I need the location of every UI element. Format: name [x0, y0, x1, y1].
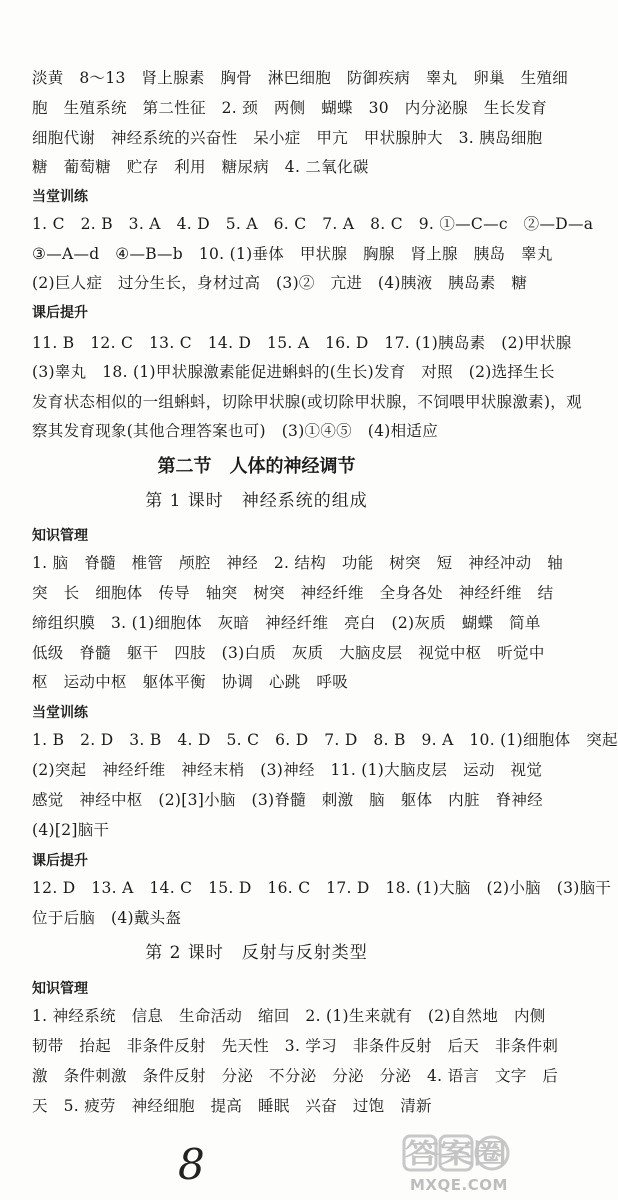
watermark-logo-icon: [402, 1132, 510, 1176]
label-knowledge: 知识管理: [32, 528, 88, 544]
lesson-title: 第 1 课时 神经系统的组成: [145, 491, 368, 511]
text-line: 1. 脑 脊髓 椎管 颅腔 神经 2. 结构 功能 树突 短 神经冲动 轴: [32, 554, 564, 572]
text-line: (3)睾丸 18. (1)甲状腺激素能促进蝌蚪的(生长)发育 对照 (2)选择生长: [32, 363, 555, 381]
text-line: ③—A—d ④—B—b 10. (1)垂体 甲状腺 胸腺 肾上腺 胰岛 睾丸: [32, 245, 553, 263]
text-line: 淡黄 8～13 肾上腺素 胸骨 淋巴细胞 防御疾病 睾丸 卵巢 生殖细: [32, 69, 569, 87]
text-line: 突 长 细胞体 传导 轴突 树突 神经纤维 全身各处 神经纤维 结: [32, 584, 554, 602]
label-after-class: 课后提升: [32, 853, 88, 869]
label-knowledge: 知识管理: [32, 981, 88, 997]
text-line: (4)[2]脑干: [32, 821, 110, 839]
text-line: 枢 运动中枢 躯体平衡 协调 心跳 呼吸: [32, 673, 349, 691]
watermark-logo-text: 答案圈: [405, 1139, 507, 1170]
text-line: (2)巨人症 过分生长，身材过高 (3)② 亢进 (4)胰液 胰岛素 糖: [32, 274, 528, 292]
text-line: 位于后脑 (4)戴头盔: [32, 909, 182, 927]
label-classroom-training: 当堂训练: [32, 189, 88, 205]
watermark-url: MXQE.COM: [410, 1176, 508, 1194]
text-line: 低级 脊髓 躯干 四肢 (3)白质 灰质 大脑皮层 视觉中枢 听觉中: [32, 644, 545, 662]
text-line: 感觉 神经中枢 (2)[3]小脑 (3)脊髓 刺激 脑 躯体 内脏 脊神经: [32, 791, 543, 809]
text-line: 缔组织膜 3. (1)细胞体 灰暗 神经纤维 亮白 (2)灰质 蝴蝶 简单: [32, 614, 541, 632]
text-line: 激 条件刺激 条件反射 分泌 不分泌 分泌 分泌 4. 语言 文字 后: [32, 1067, 559, 1085]
text-line: 细胞代谢 神经系统的兴奋性 呆小症 甲亢 甲状腺肿大 3. 胰岛细胞: [32, 129, 543, 147]
lesson-title: 第 2 课时 反射与反射类型: [145, 943, 368, 963]
page-number: 8: [178, 1140, 205, 1189]
text-line: 1. 神经系统 信息 生命活动 缩回 2. (1)生来就有 (2)自然地 内侧: [32, 1007, 546, 1025]
watermark: [402, 1132, 510, 1198]
text-line: 察其发育现象(其他合理答案也可) (3)①④⑤ (4)相适应: [32, 422, 439, 440]
label-after-class: 课后提升: [32, 305, 88, 321]
text-line: 天 5. 疲劳 神经细胞 提高 睡眠 兴奋 过饱 清新: [32, 1097, 432, 1115]
text-line: 韧带 抬起 非条件反射 先天性 3. 学习 非条件反射 后天 非条件刺: [32, 1037, 559, 1055]
text-line: 1. C 2. B 3. A 4. D 5. A 6. C 7. A 8. C 9. ①—C—c ②—D—a: [32, 215, 594, 233]
text-line: (2)突起 神经纤维 神经末梢 (3)神经 11. (1)大脑皮层 运动 视觉: [32, 761, 543, 779]
label-classroom-training: 当堂训练: [32, 705, 88, 721]
text-line: 1. B 2. D 3. B 4. D 5. C 6. D 7. D 8. B 9. A 10. (1)细胞体 突起: [32, 731, 618, 749]
text-line: 11. B 12. C 13. C 14. D 15. A 16. D 17. (1)胰岛素 (2)甲状腺: [32, 334, 572, 352]
text-line: 糖 葡萄糖 贮存 利用 糖尿病 4. 二氧化碳: [32, 158, 369, 176]
text-line: 胞 生殖系统 第二性征 2. 颈 两侧 蝴蝶 30 内分泌腺 生长发育: [32, 99, 547, 117]
text-line: 发育状态相似的一组蝌蚪，切除甲状腺(或切除甲状腺，不饲喂甲状腺激素)，观: [32, 393, 582, 411]
text-line: 12. D 13. A 14. C 15. D 16. C 17. D 18. (1)大脑 (2)小脑 (3)脑干: [32, 879, 612, 897]
section-title: 第二节 人体的神经调节: [157, 456, 356, 477]
